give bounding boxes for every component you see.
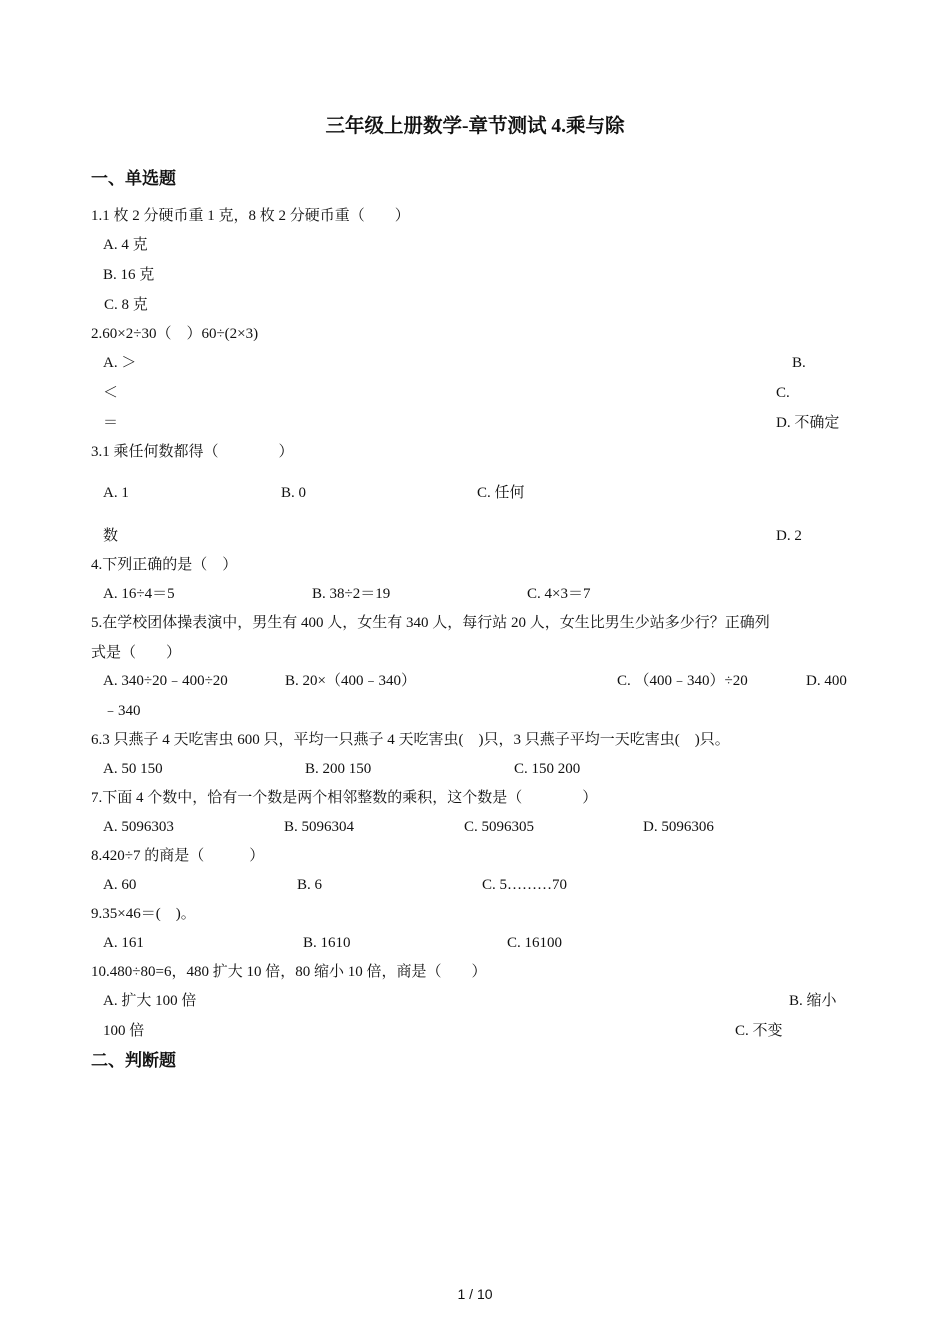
question-4-option-a[interactable]: A. 16÷4＝5 [103,586,175,602]
question-5-option-d-continued: ﹣340 [103,703,141,719]
question-3-option-a[interactable]: A. 1 [103,485,129,501]
question-4-option-c[interactable]: C. 4×3＝7 [527,586,591,602]
question-5-option-b[interactable]: B. 20×（400﹣340） [285,673,416,689]
question-10-option-b[interactable]: B. 缩小 [789,993,837,1009]
question-4-option-b[interactable]: B. 38÷2＝19 [312,586,391,602]
question-5-stem-line-2: 式是（ ） [91,645,182,661]
question-2-option-d[interactable]: D. 不确定 [776,415,840,431]
question-9-stem: 9.35×46＝( )。 [91,906,196,922]
question-10-stem: 10.480÷80=6，480 扩大 10 倍，80 缩小 10 倍，商是（ ） [91,964,487,980]
question-8-option-a[interactable]: A. 60 [103,877,137,893]
question-2-option-c-value: ＝ [103,415,119,431]
page-title: 三年级上册数学-章节测试 4.乘与除 [325,116,625,137]
question-8-option-c[interactable]: C. 5………70 [482,877,568,893]
question-10-option-c[interactable]: C. 不变 [735,1023,783,1039]
section-heading-true-false: 二、判断题 [91,1051,176,1070]
question-2-stem: 2.60×2÷30（ ）60÷(2×3) [91,326,259,342]
question-5-stem-line-1: 5.在学校团体操表演中，男生有 400 人，女生有 340 人，每行站 20 人，女生比男生少站多少行？正确列 [91,615,770,631]
question-2-option-b-value: ＜ [103,385,119,401]
question-3-option-d[interactable]: D. 2 [776,528,802,544]
question-6-stem: 6.3 只燕子 4 天吃害虫 600 只，平均一只燕子 4 天吃害虫( )只，3 只燕子平均一天吃害虫( )只。 [91,732,730,748]
page-number: 1 / 10 [457,1286,493,1302]
question-7-stem: 7.下面 4 个数中，恰有一个数是两个相邻整数的乘积，这个数是（ ） [91,790,598,806]
question-6-option-b[interactable]: B. 200 150 [305,761,372,777]
question-3-option-c[interactable]: C. 任何 [477,485,525,501]
question-3-stem: 3.1 乘任何数都得（ ） [91,444,294,460]
question-3-option-c-continued: 数 [103,528,119,544]
question-9-option-c[interactable]: C. 16100 [507,935,563,951]
question-5-option-d[interactable]: D. 400 [806,673,847,689]
question-5-option-a[interactable]: A. 340÷20﹣400÷20 [103,673,228,689]
question-6-option-c[interactable]: C. 150 200 [514,761,581,777]
question-2-option-c-label[interactable]: C. [776,385,790,401]
question-9-option-a[interactable]: A. 161 [103,935,144,951]
question-10-option-b-continued: 100 倍 [103,1023,145,1039]
question-7-option-b[interactable]: B. 5096304 [284,819,355,835]
question-1-option-a[interactable]: A. 4 克 [103,237,148,253]
question-7-option-a[interactable]: A. 5096303 [103,819,174,835]
question-5-option-c[interactable]: C. （400﹣340）÷20 [617,673,748,689]
section-heading-single-choice: 一、单选题 [91,169,176,188]
question-3-option-b[interactable]: B. 0 [281,485,307,501]
question-6-option-a[interactable]: A. 50 150 [103,761,163,777]
question-7-option-d[interactable]: D. 5096306 [643,819,714,835]
question-9-option-b[interactable]: B. 1610 [303,935,351,951]
question-1-option-c[interactable]: C. 8 克 [104,297,148,313]
question-2-option-b-label[interactable]: B. [792,355,806,371]
question-10-option-a[interactable]: A. 扩大 100 倍 [103,993,197,1009]
question-1-stem: 1.1 枚 2 分硬币重 1 克，8 枚 2 分硬币重（ ） [91,208,410,224]
question-7-option-c[interactable]: C. 5096305 [464,819,535,835]
question-8-stem: 8.420÷7 的商是（ ） [91,848,265,864]
question-1-option-b[interactable]: B. 16 克 [103,267,155,283]
question-2-option-a[interactable]: A. ＞ [103,355,137,371]
question-8-option-b[interactable]: B. 6 [297,877,323,893]
question-4-stem: 4.下列正确的是（ ） [91,557,238,573]
